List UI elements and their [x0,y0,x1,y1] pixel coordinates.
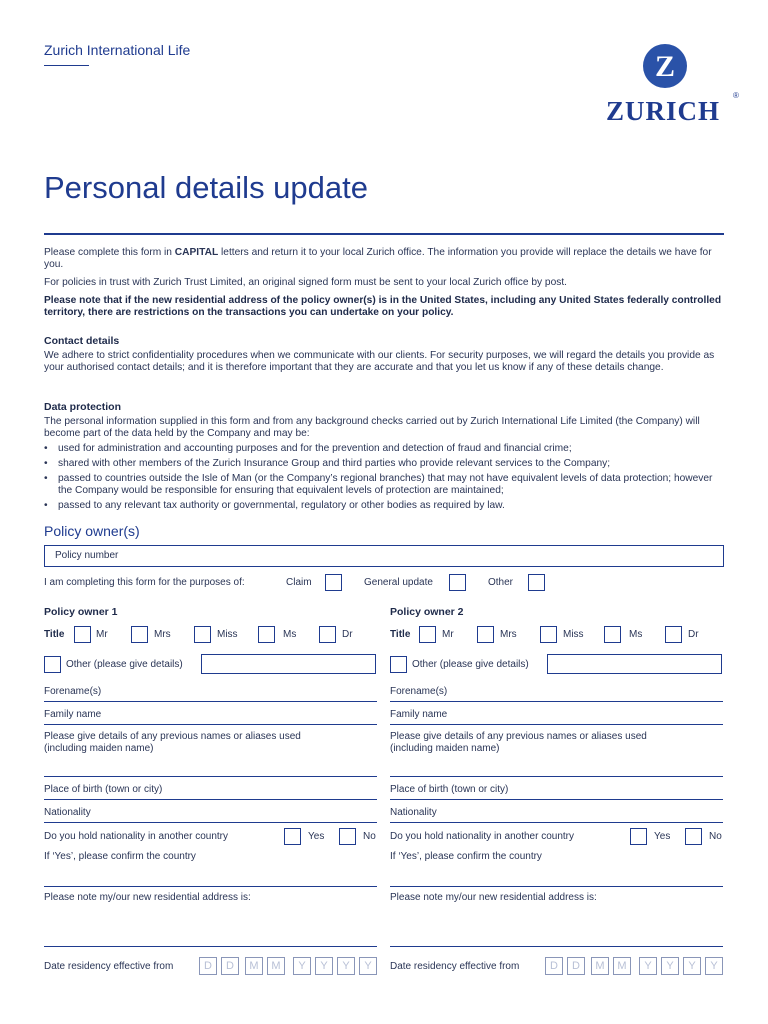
owner2-confirm-country-label: If ‘Yes’, please confirm the country [390,851,542,862]
date-cell[interactable]: D [545,957,563,975]
owner1-date-field[interactable] [199,957,379,977]
date-cell[interactable]: Y [683,957,701,975]
data-protection-section [44,401,726,515]
owner2-birth-line[interactable] [390,799,723,800]
owner1-other-title-input[interactable] [201,654,376,674]
purpose-label: I am completing this form for the purposes of: [44,577,245,588]
date-cell[interactable]: Y [315,957,333,975]
list-item: • passed to any relevant tax authority or governmental, regulatory or other bodies as required by law. [44,500,726,512]
data-protection-list [44,443,726,512]
owner1-no-label: No [363,831,376,842]
brand-underline [44,65,89,66]
owner2-date-label: Date residency effective from [390,961,520,972]
us-restriction-note: Please note that if the new residential address of the policy owner(s) is in the United States, including any United States federally controlled territory, there are restrictions on the transactions you can undertake on your policy. [44,295,722,318]
owner2-dr-label: Dr [688,629,699,640]
owner1-confirm-country-label: If ‘Yes’, please confirm the country [44,851,196,862]
owner1-mr-checkbox[interactable] [74,626,91,643]
owner2-mrs-label: Mrs [500,629,517,640]
owner2-mrs-checkbox[interactable] [477,626,494,643]
general-update-checkbox[interactable] [449,574,466,591]
section-title: Policy owner(s) [44,523,140,539]
list-item: • used for administration and accounting purposes and for the prevention and detection of fraud and financial crime; [44,443,726,455]
date-cell[interactable]: M [267,957,285,975]
owner2-ms-checkbox[interactable] [604,626,621,643]
date-cell[interactable]: Y [661,957,679,975]
owner2-previous-label-2: (including maiden name) [390,743,500,754]
owner2-date-field[interactable] [545,957,725,977]
owner1-mr-label: Mr [96,629,108,640]
owner2-forename-line[interactable] [390,701,723,702]
owner1-title-label: Title [44,629,65,640]
owner2-miss-checkbox[interactable] [540,626,557,643]
logo-mark: Z [654,50,676,83]
owner2-yes-checkbox[interactable] [630,828,647,845]
owner1-birth-line[interactable] [44,799,377,800]
owner1-other-title-checkbox[interactable] [44,656,61,673]
title-divider [44,233,724,235]
owner2-family-line[interactable] [390,724,723,725]
owner1-nationality-label: Nationality [44,807,91,818]
policy-number-label: Policy number [55,550,119,561]
owner1-forename-line[interactable] [44,701,377,702]
owner2-nationality-label: Nationality [390,807,437,818]
date-cell[interactable]: Y [705,957,723,975]
owner1-address-label: Please note my/our new residential address is: [44,892,251,903]
date-cell[interactable]: M [245,957,263,975]
owner2-miss-label: Miss [563,629,584,640]
owner1-address-line[interactable] [44,946,377,947]
owner2-address-line[interactable] [390,946,723,947]
owner1-dr-checkbox[interactable] [319,626,336,643]
zurich-logo [600,44,740,124]
owner1-no-checkbox[interactable] [339,828,356,845]
owner2-previous-label-1: Please give details of any previous names or aliases used [390,731,647,742]
owner1-other-nationality-label: Do you hold nationality in another country [44,831,229,842]
owner2-address-label: Please note my/our new residential address is: [390,892,597,903]
owner1-previous-label-1: Please give details of any previous names or aliases used [44,731,301,742]
date-cell[interactable]: Y [293,957,311,975]
data-protection-text: The personal information supplied in this form and from any background checks carried out by Zurich International Life Limited (the Company) will become part of the data held by the Company and may be: [44,416,700,439]
date-cell[interactable]: M [613,957,631,975]
owner2-other-nationality-label: Do you hold nationality in another country [390,831,575,842]
owner2-ms-label: Ms [629,629,643,640]
list-item: • shared with other members of the Zurich Insurance Group and third parties who provide relevant services to the Company; [44,458,726,470]
other-purpose-checkbox[interactable] [528,574,545,591]
owner1-ms-label: Ms [283,629,297,640]
date-cell[interactable]: Y [337,957,355,975]
date-cell[interactable]: Y [359,957,377,975]
claim-label: Claim [286,577,312,588]
owner1-miss-checkbox[interactable] [194,626,211,643]
contact-text: We adhere to strict confidentiality procedures when we communicate with our clients. For security purposes, we will regard the details you provide as your authorised contact details; and it is therefore important that they are accurate and that you let us know if any of these details change. [44,350,715,373]
owner1-previous-label-2: (including maiden name) [44,743,154,754]
policy-owner-1-heading: Policy owner 1 [44,606,118,618]
zurich-logo-icon [600,44,740,124]
data-protection-heading: Data protection [44,401,122,413]
owner1-previous-line[interactable] [44,776,377,777]
owner1-mrs-checkbox[interactable] [131,626,148,643]
owner2-no-label: No [709,831,722,842]
owner2-title-label: Title [390,629,411,640]
intro-paragraph-2: For policies in trust with Zurich Trust Limited, an original signed form must be sent to your local Zurich office by post. [44,277,567,288]
policy-owner-2-heading: Policy owner 2 [390,606,464,618]
owner1-birth-label: Place of birth (town or city) [44,784,163,795]
owner1-nationality-line[interactable] [44,822,377,823]
owner1-forename-label: Forename(s) [44,686,102,697]
owner2-confirm-country-line[interactable] [390,886,723,887]
intro-section [44,247,726,319]
owner2-forename-label: Forename(s) [390,686,448,697]
owner2-birth-label: Place of birth (town or city) [390,784,509,795]
date-cell[interactable]: D [221,957,239,975]
owner2-dr-checkbox[interactable] [665,626,682,643]
other-purpose-label: Other [488,577,514,588]
owner1-confirm-country-line[interactable] [44,886,377,887]
date-cell[interactable]: Y [639,957,657,975]
date-cell[interactable]: D [567,957,585,975]
owner1-miss-label: Miss [217,629,238,640]
owner2-no-checkbox[interactable] [685,828,702,845]
owner2-previous-line[interactable] [390,776,723,777]
owner2-other-title-input[interactable] [547,654,722,674]
owner2-mr-label: Mr [442,629,454,640]
owner1-family-label: Family name [44,709,102,720]
owner2-family-label: Family name [390,709,448,720]
owner1-mrs-label: Mrs [154,629,171,640]
owner1-yes-checkbox[interactable] [284,828,301,845]
page-title: Personal details update [44,170,369,205]
owner2-other-title-label: Other (please give details) [412,659,529,670]
owner1-date-label: Date residency effective from [44,961,174,972]
date-cell[interactable]: M [591,957,609,975]
owner2-mr-checkbox[interactable] [419,626,436,643]
claim-checkbox[interactable] [325,574,342,591]
registered-mark: ® [733,91,739,100]
date-cell[interactable]: D [199,957,217,975]
owner2-other-title-checkbox[interactable] [390,656,407,673]
owner1-ms-checkbox[interactable] [258,626,275,643]
owner1-yes-label: Yes [308,831,325,842]
list-item: • passed to countries outside the Isle of Man (or the Company’s regional branches) that may not have equivalent levels of data protection; however the Company would be responsible for ensuring that equivalent levels of protection are maintained; [44,473,726,497]
contact-heading: Contact details [44,335,120,347]
owner1-family-line[interactable] [44,724,377,725]
intro-paragraph-1: Please complete this form in CAPITAL letters and return it to your local Zurich office. The information you provide will replace the details we have for you. [44,247,712,270]
owner1-dr-label: Dr [342,629,353,640]
contact-section [44,335,726,374]
owner2-yes-label: Yes [654,831,671,842]
general-update-label: General update [364,577,433,588]
brand-name: Zurich International Life [44,42,191,58]
policy-number-field[interactable] [44,545,724,567]
owner1-other-title-label: Other (please give details) [66,659,183,670]
owner2-nationality-line[interactable] [390,822,723,823]
logo-wordmark: ZURICH [605,96,721,124]
